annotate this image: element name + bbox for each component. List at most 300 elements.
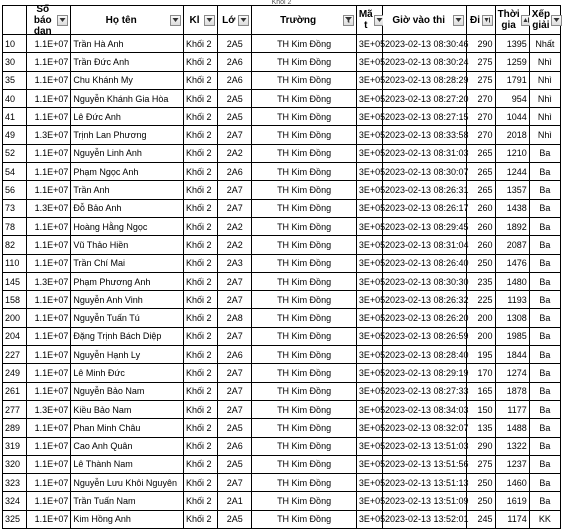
school-cell[interactable]: TH Kim Đồng xyxy=(252,492,357,510)
award-cell[interactable]: Ba xyxy=(529,382,560,400)
row-number-cell[interactable]: 227 xyxy=(3,346,27,364)
start-time-cell[interactable]: 2023-02-13 08:26:40 xyxy=(382,254,466,272)
time-taken-cell[interactable]: 1259 xyxy=(495,53,529,71)
candidate-id-cell[interactable]: 1.1E+07 xyxy=(27,53,71,71)
start-time-cell[interactable]: 2023-02-13 08:29:45 xyxy=(382,217,466,235)
candidate-id-cell[interactable]: 1.1E+07 xyxy=(27,492,71,510)
dropdown-arrow-icon[interactable] xyxy=(453,15,464,26)
class-cell[interactable]: 2A6 xyxy=(218,346,252,364)
grade-cell[interactable]: Khối 2 xyxy=(183,236,217,254)
school-code-cell[interactable]: 3E+05 xyxy=(356,144,382,162)
score-cell[interactable]: 225 xyxy=(467,291,495,309)
column-header-9[interactable] xyxy=(529,6,560,35)
score-cell[interactable]: 265 xyxy=(467,181,495,199)
student-name-cell[interactable]: Trần Anh xyxy=(71,181,184,199)
row-number-cell[interactable]: 10 xyxy=(3,35,27,53)
class-cell[interactable]: 2A7 xyxy=(218,291,252,309)
start-time-cell[interactable]: 2023-02-13 08:33:58 xyxy=(382,126,466,144)
filter-funnel-icon[interactable] xyxy=(343,15,354,26)
start-time-cell[interactable]: 2023-02-13 13:52:01 xyxy=(382,510,466,528)
start-time-cell[interactable]: 2023-02-13 08:28:29 xyxy=(382,71,466,89)
time-taken-cell[interactable]: 1244 xyxy=(495,163,529,181)
grade-cell[interactable]: Khối 2 xyxy=(183,181,217,199)
candidate-id-cell[interactable]: 1.1E+07 xyxy=(27,309,71,327)
student-name-cell[interactable]: Kim Hồng Anh xyxy=(71,510,184,528)
start-time-cell[interactable]: 2023-02-13 08:30:07 xyxy=(382,163,466,181)
candidate-id-cell[interactable]: 1.1E+07 xyxy=(27,163,71,181)
grade-cell[interactable]: Khối 2 xyxy=(183,144,217,162)
school-cell[interactable]: TH Kim Đồng xyxy=(252,419,357,437)
award-cell[interactable]: KK xyxy=(529,510,560,528)
score-cell[interactable]: 250 xyxy=(467,474,495,492)
start-time-cell[interactable]: 2023-02-13 08:28:40 xyxy=(382,346,466,364)
time-taken-cell[interactable]: 1193 xyxy=(495,291,529,309)
column-header-6[interactable] xyxy=(382,6,466,35)
start-time-cell[interactable]: 2023-02-13 08:26:31 xyxy=(382,181,466,199)
row-number-cell[interactable]: 30 xyxy=(3,53,27,71)
grade-cell[interactable]: Khối 2 xyxy=(183,254,217,272)
class-cell[interactable]: 2A5 xyxy=(218,89,252,107)
award-cell[interactable]: Nhì xyxy=(529,108,560,126)
score-cell[interactable]: 165 xyxy=(467,382,495,400)
start-time-cell[interactable]: 2023-02-13 08:26:32 xyxy=(382,291,466,309)
school-code-cell[interactable]: 3E+05 xyxy=(356,35,382,53)
time-taken-cell[interactable]: 1892 xyxy=(495,217,529,235)
school-cell[interactable]: TH Kim Đồng xyxy=(252,89,357,107)
award-cell[interactable]: Nhì xyxy=(529,89,560,107)
school-code-cell[interactable]: 3E+05 xyxy=(356,181,382,199)
start-time-cell[interactable]: 2023-02-13 13:51:13 xyxy=(382,474,466,492)
row-number-cell[interactable]: 249 xyxy=(3,364,27,382)
start-time-cell[interactable]: 2023-02-13 08:31:04 xyxy=(382,236,466,254)
sort-descending-icon[interactable] xyxy=(482,15,493,26)
grade-cell[interactable]: Khối 2 xyxy=(183,71,217,89)
award-cell[interactable]: Ba xyxy=(529,309,560,327)
school-cell[interactable]: TH Kim Đồng xyxy=(252,108,357,126)
class-cell[interactable]: 2A7 xyxy=(218,364,252,382)
award-cell[interactable]: Ba xyxy=(529,181,560,199)
class-cell[interactable]: 2A7 xyxy=(218,199,252,217)
award-cell[interactable]: Ba xyxy=(529,163,560,181)
grade-cell[interactable]: Khối 2 xyxy=(183,53,217,71)
student-name-cell[interactable]: Nguyễn Lưu Khôi Nguyên xyxy=(71,474,184,492)
school-cell[interactable]: TH Kim Đồng xyxy=(252,254,357,272)
candidate-id-cell[interactable]: 1.1E+07 xyxy=(27,382,71,400)
award-cell[interactable]: Ba xyxy=(529,437,560,455)
student-name-cell[interactable]: Kiều Bảo Nam xyxy=(71,400,184,418)
candidate-id-cell[interactable]: 1.1E+07 xyxy=(27,71,71,89)
class-cell[interactable]: 2A7 xyxy=(218,181,252,199)
class-cell[interactable]: 2A7 xyxy=(218,474,252,492)
award-cell[interactable]: Ba xyxy=(529,492,560,510)
grade-cell[interactable]: Khối 2 xyxy=(183,419,217,437)
school-cell[interactable]: TH Kim Đồng xyxy=(252,236,357,254)
time-taken-cell[interactable]: 1044 xyxy=(495,108,529,126)
candidate-id-cell[interactable]: 1.1E+07 xyxy=(27,364,71,382)
student-name-cell[interactable]: Lê Đức Anh xyxy=(71,108,184,126)
award-cell[interactable]: Ba xyxy=(529,400,560,418)
school-cell[interactable]: TH Kim Đồng xyxy=(252,53,357,71)
score-cell[interactable]: 250 xyxy=(467,254,495,272)
candidate-id-cell[interactable]: 1.1E+07 xyxy=(27,510,71,528)
score-cell[interactable]: 200 xyxy=(467,309,495,327)
grade-cell[interactable]: Khối 2 xyxy=(183,272,217,290)
award-cell[interactable]: Ba xyxy=(529,474,560,492)
school-cell[interactable]: TH Kim Đồng xyxy=(252,455,357,473)
candidate-id-cell[interactable]: 1.1E+07 xyxy=(27,254,71,272)
time-taken-cell[interactable]: 1210 xyxy=(495,144,529,162)
school-code-cell[interactable]: 3E+05 xyxy=(356,364,382,382)
score-cell[interactable]: 150 xyxy=(467,400,495,418)
score-cell[interactable]: 270 xyxy=(467,108,495,126)
grade-cell[interactable]: Khối 2 xyxy=(183,382,217,400)
school-cell[interactable]: TH Kim Đồng xyxy=(252,474,357,492)
class-cell[interactable]: 2A8 xyxy=(218,309,252,327)
time-taken-cell[interactable]: 1488 xyxy=(495,419,529,437)
start-time-cell[interactable]: 2023-02-13 08:27:33 xyxy=(382,382,466,400)
start-time-cell[interactable]: 2023-02-13 08:31:03 xyxy=(382,144,466,162)
grade-cell[interactable]: Khối 2 xyxy=(183,400,217,418)
school-cell[interactable]: TH Kim Đồng xyxy=(252,272,357,290)
dropdown-arrow-icon[interactable] xyxy=(551,15,562,26)
time-taken-cell[interactable]: 1174 xyxy=(495,510,529,528)
class-cell[interactable]: 2A6 xyxy=(218,53,252,71)
school-cell[interactable]: TH Kim Đồng xyxy=(252,71,357,89)
class-cell[interactable]: 2A7 xyxy=(218,400,252,418)
start-time-cell[interactable]: 2023-02-13 08:26:59 xyxy=(382,327,466,345)
award-cell[interactable]: Nhì xyxy=(529,71,560,89)
time-taken-cell[interactable]: 1322 xyxy=(495,437,529,455)
row-number-cell[interactable]: 49 xyxy=(3,126,27,144)
grade-cell[interactable]: Khối 2 xyxy=(183,35,217,53)
class-cell[interactable]: 2A3 xyxy=(218,254,252,272)
school-cell[interactable]: TH Kim Đồng xyxy=(252,35,357,53)
score-cell[interactable]: 235 xyxy=(467,272,495,290)
school-code-cell[interactable]: 3E+05 xyxy=(356,71,382,89)
school-code-cell[interactable]: 3E+05 xyxy=(356,272,382,290)
column-header-3[interactable] xyxy=(218,6,252,35)
time-taken-cell[interactable]: 1480 xyxy=(495,272,529,290)
row-number-cell[interactable]: 204 xyxy=(3,327,27,345)
row-number-cell[interactable]: 54 xyxy=(3,163,27,181)
award-cell[interactable]: Ba xyxy=(529,455,560,473)
row-number-cell[interactable]: 110 xyxy=(3,254,27,272)
start-time-cell[interactable]: 2023-02-13 08:30:30 xyxy=(382,272,466,290)
time-taken-cell[interactable]: 1878 xyxy=(495,382,529,400)
school-cell[interactable]: TH Kim Đồng xyxy=(252,327,357,345)
school-code-cell[interactable]: 3E+05 xyxy=(356,291,382,309)
school-cell[interactable]: TH Kim Đồng xyxy=(252,309,357,327)
school-cell[interactable]: TH Kim Đồng xyxy=(252,510,357,528)
time-taken-cell[interactable]: 2087 xyxy=(495,236,529,254)
candidate-id-cell[interactable]: 1.1E+07 xyxy=(27,217,71,235)
time-taken-cell[interactable]: 1985 xyxy=(495,327,529,345)
student-name-cell[interactable]: Đặng Trịnh Bách Diệp xyxy=(71,327,184,345)
candidate-id-cell[interactable]: 1.3E+07 xyxy=(27,126,71,144)
class-cell[interactable]: 2A5 xyxy=(218,419,252,437)
candidate-id-cell[interactable]: 1.1E+07 xyxy=(27,474,71,492)
school-code-cell[interactable]: 3E+05 xyxy=(356,53,382,71)
class-cell[interactable]: 2A2 xyxy=(218,217,252,235)
award-cell[interactable]: Ba xyxy=(529,199,560,217)
time-taken-cell[interactable]: 1395 xyxy=(495,35,529,53)
class-cell[interactable]: 2A2 xyxy=(218,236,252,254)
row-number-cell[interactable]: 200 xyxy=(3,309,27,327)
class-cell[interactable]: 2A7 xyxy=(218,327,252,345)
score-cell[interactable]: 275 xyxy=(467,71,495,89)
school-cell[interactable]: TH Kim Đồng xyxy=(252,199,357,217)
row-number-cell[interactable]: 73 xyxy=(3,199,27,217)
student-name-cell[interactable]: Chu Khánh My xyxy=(71,71,184,89)
time-taken-cell[interactable]: 1274 xyxy=(495,364,529,382)
student-name-cell[interactable]: Phan Minh Châu xyxy=(71,419,184,437)
school-cell[interactable]: TH Kim Đồng xyxy=(252,400,357,418)
school-code-cell[interactable]: 3E+05 xyxy=(356,510,382,528)
grade-cell[interactable]: Khối 2 xyxy=(183,492,217,510)
school-cell[interactable]: TH Kim Đồng xyxy=(252,364,357,382)
candidate-id-cell[interactable]: 1.1E+07 xyxy=(27,89,71,107)
candidate-id-cell[interactable]: 1.1E+07 xyxy=(27,35,71,53)
row-number-cell[interactable]: 145 xyxy=(3,272,27,290)
student-name-cell[interactable]: Hoàng Hằng Ngọc xyxy=(71,217,184,235)
school-cell[interactable]: TH Kim Đồng xyxy=(252,382,357,400)
grade-cell[interactable]: Khối 2 xyxy=(183,108,217,126)
time-taken-cell[interactable]: 1476 xyxy=(495,254,529,272)
grade-cell[interactable]: Khối 2 xyxy=(183,346,217,364)
row-number-cell[interactable]: 319 xyxy=(3,437,27,455)
award-cell[interactable]: Ba xyxy=(529,217,560,235)
student-name-cell[interactable]: Nguyễn Khánh Gia Hòa xyxy=(71,89,184,107)
score-cell[interactable]: 250 xyxy=(467,492,495,510)
score-cell[interactable]: 245 xyxy=(467,510,495,528)
row-number-cell[interactable]: 324 xyxy=(3,492,27,510)
school-code-cell[interactable]: 3E+05 xyxy=(356,327,382,345)
time-taken-cell[interactable]: 1357 xyxy=(495,181,529,199)
school-code-cell[interactable]: 3E+05 xyxy=(356,309,382,327)
score-cell[interactable]: 200 xyxy=(467,327,495,345)
award-cell[interactable]: Ba xyxy=(529,419,560,437)
student-name-cell[interactable]: Trần Chí Mai xyxy=(71,254,184,272)
grade-cell[interactable]: Khối 2 xyxy=(183,474,217,492)
candidate-id-cell[interactable]: 1.1E+07 xyxy=(27,108,71,126)
score-cell[interactable]: 260 xyxy=(467,236,495,254)
school-code-cell[interactable]: 3E+05 xyxy=(356,199,382,217)
row-number-cell[interactable]: 41 xyxy=(3,108,27,126)
school-code-cell[interactable]: 3E+05 xyxy=(356,89,382,107)
school-cell[interactable]: TH Kim Đồng xyxy=(252,126,357,144)
student-name-cell[interactable]: Lê Thành Nam xyxy=(71,455,184,473)
dropdown-arrow-icon[interactable] xyxy=(57,15,68,26)
time-taken-cell[interactable]: 1791 xyxy=(495,71,529,89)
column-header-5[interactable] xyxy=(356,6,382,35)
school-cell[interactable]: TH Kim Đồng xyxy=(252,181,357,199)
candidate-id-cell[interactable]: 1.1E+07 xyxy=(27,437,71,455)
row-number-cell[interactable]: 261 xyxy=(3,382,27,400)
class-cell[interactable]: 2A7 xyxy=(218,126,252,144)
grade-cell[interactable]: Khối 2 xyxy=(183,126,217,144)
student-name-cell[interactable]: Nguyễn Anh Vinh xyxy=(71,291,184,309)
start-time-cell[interactable]: 2023-02-13 08:30:24 xyxy=(382,53,466,71)
row-number-cell[interactable]: 277 xyxy=(3,400,27,418)
score-cell[interactable]: 290 xyxy=(467,437,495,455)
row-number-cell[interactable]: 56 xyxy=(3,181,27,199)
start-time-cell[interactable]: 2023-02-13 08:32:07 xyxy=(382,419,466,437)
grade-cell[interactable]: Khối 2 xyxy=(183,89,217,107)
student-name-cell[interactable]: Đỗ Bảo Anh xyxy=(71,199,184,217)
class-cell[interactable]: 2A6 xyxy=(218,71,252,89)
candidate-id-cell[interactable]: 1.3E+07 xyxy=(27,199,71,217)
start-time-cell[interactable]: 2023-02-13 13:51:56 xyxy=(382,455,466,473)
time-taken-cell[interactable]: 1237 xyxy=(495,455,529,473)
student-name-cell[interactable]: Cao Anh Quân xyxy=(71,437,184,455)
award-cell[interactable]: Ba xyxy=(529,144,560,162)
award-cell[interactable]: Ba xyxy=(529,272,560,290)
school-code-cell[interactable]: 3E+05 xyxy=(356,236,382,254)
start-time-cell[interactable]: 2023-02-13 08:27:20 xyxy=(382,89,466,107)
candidate-id-cell[interactable]: 1.1E+07 xyxy=(27,144,71,162)
candidate-id-cell[interactable]: 1.1E+07 xyxy=(27,455,71,473)
candidate-id-cell[interactable]: 1.1E+07 xyxy=(27,346,71,364)
class-cell[interactable]: 2A5 xyxy=(218,108,252,126)
time-taken-cell[interactable]: 954 xyxy=(495,89,529,107)
score-cell[interactable]: 265 xyxy=(467,163,495,181)
student-name-cell[interactable]: Nguyễn Tuấn Tú xyxy=(71,309,184,327)
school-code-cell[interactable]: 3E+05 xyxy=(356,437,382,455)
column-header-8[interactable] xyxy=(495,6,529,35)
row-number-cell[interactable]: 52 xyxy=(3,144,27,162)
student-name-cell[interactable]: Lê Minh Đức xyxy=(71,364,184,382)
score-cell[interactable]: 270 xyxy=(467,126,495,144)
award-cell[interactable]: Nhất xyxy=(529,35,560,53)
score-cell[interactable]: 270 xyxy=(467,89,495,107)
grade-cell[interactable]: Khối 2 xyxy=(183,309,217,327)
score-cell[interactable]: 195 xyxy=(467,346,495,364)
time-taken-cell[interactable]: 1619 xyxy=(495,492,529,510)
grade-cell[interactable]: Khối 2 xyxy=(183,163,217,181)
school-code-cell[interactable]: 3E+05 xyxy=(356,400,382,418)
award-cell[interactable]: Ba xyxy=(529,327,560,345)
school-code-cell[interactable]: 3E+05 xyxy=(356,217,382,235)
candidate-id-cell[interactable]: 1.1E+07 xyxy=(27,419,71,437)
dropdown-arrow-icon[interactable] xyxy=(238,15,249,26)
start-time-cell[interactable]: 2023-02-13 08:27:15 xyxy=(382,108,466,126)
school-code-cell[interactable]: 3E+05 xyxy=(356,108,382,126)
school-code-cell[interactable]: 3E+05 xyxy=(356,474,382,492)
start-time-cell[interactable]: 2023-02-13 08:30:46 xyxy=(382,35,466,53)
student-name-cell[interactable]: Trần Tuấn Nam xyxy=(71,492,184,510)
time-taken-cell[interactable]: 1177 xyxy=(495,400,529,418)
school-code-cell[interactable]: 3E+05 xyxy=(356,254,382,272)
student-name-cell[interactable]: Trịnh Lan Phương xyxy=(71,126,184,144)
school-cell[interactable]: TH Kim Đồng xyxy=(252,291,357,309)
row-number-cell[interactable]: 158 xyxy=(3,291,27,309)
candidate-id-cell[interactable]: 1.1E+07 xyxy=(27,291,71,309)
score-cell[interactable]: 275 xyxy=(467,455,495,473)
class-cell[interactable]: 2A6 xyxy=(218,163,252,181)
start-time-cell[interactable]: 2023-02-13 08:26:17 xyxy=(382,199,466,217)
school-code-cell[interactable]: 3E+05 xyxy=(356,419,382,437)
school-code-cell[interactable]: 3E+05 xyxy=(356,455,382,473)
award-cell[interactable]: Ba xyxy=(529,236,560,254)
student-name-cell[interactable]: Nguyễn Hạnh Ly xyxy=(71,346,184,364)
school-code-cell[interactable]: 3E+05 xyxy=(356,492,382,510)
row-number-cell[interactable]: 35 xyxy=(3,71,27,89)
start-time-cell[interactable]: 2023-02-13 08:34:03 xyxy=(382,400,466,418)
time-taken-cell[interactable]: 1438 xyxy=(495,199,529,217)
row-number-cell[interactable]: 325 xyxy=(3,510,27,528)
start-time-cell[interactable]: 2023-02-13 13:51:03 xyxy=(382,437,466,455)
award-cell[interactable]: Ba xyxy=(529,346,560,364)
candidate-id-cell[interactable]: 1.1E+07 xyxy=(27,181,71,199)
score-cell[interactable]: 260 xyxy=(467,199,495,217)
candidate-id-cell[interactable]: 1.1E+07 xyxy=(27,236,71,254)
row-number-cell[interactable]: 40 xyxy=(3,89,27,107)
school-cell[interactable]: TH Kim Đồng xyxy=(252,437,357,455)
student-name-cell[interactable]: Vũ Thảo Hiền xyxy=(71,236,184,254)
candidate-id-cell[interactable]: 1.3E+07 xyxy=(27,272,71,290)
time-taken-cell[interactable]: 1460 xyxy=(495,474,529,492)
school-cell[interactable]: TH Kim Đồng xyxy=(252,346,357,364)
column-header-4[interactable] xyxy=(252,6,357,35)
row-number-cell[interactable]: 289 xyxy=(3,419,27,437)
time-taken-cell[interactable]: 2018 xyxy=(495,126,529,144)
score-cell[interactable]: 265 xyxy=(467,144,495,162)
time-taken-cell[interactable]: 1844 xyxy=(495,346,529,364)
student-name-cell[interactable]: Phạm Phương Anh xyxy=(71,272,184,290)
award-cell[interactable]: Ba xyxy=(529,291,560,309)
column-header-7[interactable] xyxy=(467,6,495,35)
grade-cell[interactable]: Khối 2 xyxy=(183,455,217,473)
student-name-cell[interactable]: Nguyễn Bảo Nam xyxy=(71,382,184,400)
class-cell[interactable]: 2A5 xyxy=(218,35,252,53)
row-number-cell[interactable]: 78 xyxy=(3,217,27,235)
row-number-cell[interactable]: 82 xyxy=(3,236,27,254)
grade-cell[interactable]: Khối 2 xyxy=(183,327,217,345)
score-cell[interactable]: 275 xyxy=(467,53,495,71)
row-number-cell[interactable]: 320 xyxy=(3,455,27,473)
award-cell[interactable]: Ba xyxy=(529,364,560,382)
class-cell[interactable]: 2A1 xyxy=(218,492,252,510)
score-cell[interactable]: 260 xyxy=(467,217,495,235)
school-code-cell[interactable]: 3E+05 xyxy=(356,382,382,400)
row-number-cell[interactable]: 323 xyxy=(3,474,27,492)
student-name-cell[interactable]: Nguyễn Linh Anh xyxy=(71,144,184,162)
school-code-cell[interactable]: 3E+05 xyxy=(356,126,382,144)
school-code-cell[interactable]: 3E+05 xyxy=(356,346,382,364)
class-cell[interactable]: 2A5 xyxy=(218,455,252,473)
school-cell[interactable]: TH Kim Đồng xyxy=(252,144,357,162)
school-code-cell[interactable]: 3E+05 xyxy=(356,163,382,181)
grade-cell[interactable]: Khối 2 xyxy=(183,217,217,235)
start-time-cell[interactable]: 2023-02-13 08:26:20 xyxy=(382,309,466,327)
grade-cell[interactable]: Khối 2 xyxy=(183,437,217,455)
grade-cell[interactable]: Khối 2 xyxy=(183,510,217,528)
class-cell[interactable]: 2A5 xyxy=(218,510,252,528)
candidate-id-cell[interactable]: 1.1E+07 xyxy=(27,327,71,345)
class-cell[interactable]: 2A2 xyxy=(218,144,252,162)
award-cell[interactable]: Nhì xyxy=(529,53,560,71)
school-cell[interactable]: TH Kim Đồng xyxy=(252,217,357,235)
grade-cell[interactable]: Khối 2 xyxy=(183,199,217,217)
student-name-cell[interactable]: Phạm Ngọc Anh xyxy=(71,163,184,181)
class-cell[interactable]: 2A6 xyxy=(218,437,252,455)
student-name-cell[interactable]: Trần Hà Anh xyxy=(71,35,184,53)
start-time-cell[interactable]: 2023-02-13 08:29:19 xyxy=(382,364,466,382)
score-cell[interactable]: 290 xyxy=(467,35,495,53)
candidate-id-cell[interactable]: 1.3E+07 xyxy=(27,400,71,418)
score-cell[interactable]: 170 xyxy=(467,364,495,382)
grade-cell[interactable]: Khối 2 xyxy=(183,364,217,382)
